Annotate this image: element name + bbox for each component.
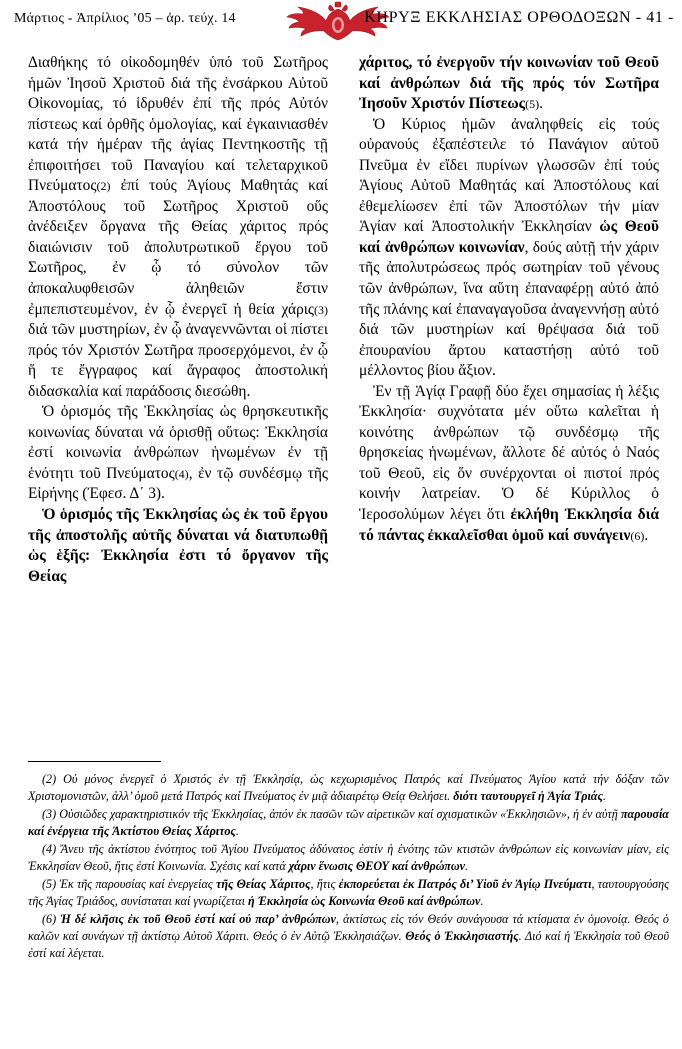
paragraph: Ὁ ὁρισμός τῆς Ἐκκλησίας ὡς θρησκευτικῆς κοινωνίας δύναται νά ὁρισθῇ οὕτως: Ἐκκλησία ἐστί κοινωνία ἀνθρώπων ἡνωμένων ἐν τῇ ἑνότητι τοῦ Πνεύματος(4), ἐν τῷ συνδέσμῳ τῆς Εἰρήνης (Ἐφεσ. Δ΄ 3). [28, 403, 328, 503]
page-header [0, 0, 682, 42]
right-text-column [359, 53, 659, 546]
footnote: (5) Ἐκ τῆς παρουσίας καί ἐνεργείας τῆς Θείας Χάριτος, ἥτις ἐκπορεύεται ἐκ Πατρός δι’ Υἱοῦ ἐν Ἁγίῳ Πνεύματι, ταυτουργούσης τῆς Ἁγίας Τριάδος, συνίσταται καί γνωρίζεται ἡ Ἐκκλησία ὡς Κοινωνία Θεοῦ καί ἀνθρώπων. [28, 876, 669, 908]
footnote: (2) Οὐ μόνος ἐνεργεῖ ὁ Χριστός ἐν τῇ Ἐκκλησίᾳ, ὡς κεχωρισμένος Πατρός καί Πνεύματος Ἁγίου κατά τήν δόξαν τῶν Χριστομονιστῶν, ἀλλ’ ὁμοῦ μετά Πατρός καί Πνεύματος ἐν μιᾷ ἀδιαιρέτῳ Θείᾳ Θελήσει. διότι ταυτουργεῖ ἡ Ἁγία Τριάς. [28, 772, 669, 804]
left-text-column [28, 53, 328, 587]
journal-title-page-number: ΚΗΡΥΞ ΕΚΚΛΗΣΙΑΣ ΟΡΘΟΔΟΞΩΝ - 41 - [364, 9, 674, 26]
paragraph: Ὁ Κύριος ἡμῶν ἀναληφθείς εἰς τούς οὐρανούς ἐξαπέστειλε τό Πανάγιον αὐτοῦ Πνεῦμα ἐν εἴδει πυρίνων γλωσσῶν ἐπί τούς Ἁγίους Αὐτοῦ Μαθητάς καί Ἀποστόλους καί ἐθεμελίωσεν ἐπί τῶν Ἀποστόλων τήν μίαν Ἁγίαν καί Ἀποστολικήν Ἐκκλησίαν ὡς Θεοῦ καί ἀνθρώπων κοινωνίαν, δούς αὐτῇ τήν χάριν τῆς ἀπολυτρώσεως πρός σωτηρίαν τοῦ γένους τῶν ἀνθρώπων, ἵνα αὕτη ἐπαναφέρῃ αὐτό ἀπό τῆς πλάνης καί ἐπαναγαγοῦσα ἀναγεννήσῃ αὐτό διά τῶν μυστηρίων καί θρέψασα διά τοῦ ἐπουρανίου ἄρτου καταστήσῃ αὐτό τοῦ μέλλοντος βίου ἄξιον. [359, 115, 659, 380]
footnote-ref: (2) [96, 179, 111, 194]
paragraph: Ἐν τῇ Ἁγίᾳ Γραφῇ δύο ἔχει σημασίας ἡ λέξις Ἐκκλησία· συχνότατα μέν οὕτω καλεῖται ἡ κοινότης ἀνθρώπων τῷ συνδέσμῳ τῆς θρησκείας ἡνωμένων, ἄλλοτε δέ αὐτός ὁ Ναός τοῦ Θεοῦ, εἰς ὅν συνέρχονται οἱ πιστοί πρός κοινήν λατρείαν. Ὁ δέ Κύριλλος ὁ Ἱεροσολύμων λέγει ὅτι ἐκλήθη Ἐκκλησία διά τό πάντας ἐκκαλεῖσθαι ὁμοῦ καί συνάγειν(6). [359, 382, 659, 544]
footnote-separator [28, 761, 161, 762]
paragraph: Διαθήκης τό οἰκοδομηθέν ὑπό τοῦ Σωτῆρος ἡμῶν Ἰησοῦ Χριστοῦ διά τῆς ἐνσάρκου Αὐτοῦ Οἰκονομίας, τό ἱδρυθέν ἐπί τῆς πρός Αὐτόν πίστεως καί ὀρθῆς ὁμολογίας, καί ἐγκαινιασθέν κατά τήν ἡμέραν τῆς ἁγίας Πεντηκοστῆς τῇ ἐπιφοιτήσει τοῦ Παναγίου καί τελεταρχικοῦ Πνεύματος(2) ἐπί τούς Ἁγίους Μαθητάς καί Ἀποστόλους τοῦ Σωτῆρος Χριστοῦ οὕς ἀνέδειξεν ὄργανα τῆς Θείας χάριτος πρός διαιώνισιν τοῦ ἀπολυτρωτικοῦ ἔργου τοῦ Σωτῆρος, ἐν ᾧ τό σύνολον τῶν ἀποκαλυφθεισῶν ἀληθειῶν ἔστιν ἐμπεπιστευμένον, ἐν ᾧ ἐνεργεῖ ἡ θεία χάρις(3) διά τῶν μυστηρίων, ἐν ᾧ ἀναγεννῶνται οἱ πίστει πρός τόν Χριστόν Σωτῆρα προσερχόμενοι, ἐν ᾧ ἥ τε ἔγγραφος καί ἄγραφος ἀποστολική διδασκαλία καί παράδοσις διεσώθη. [28, 54, 328, 400]
paragraph: Ὁ ὁρισμός τῆς Ἐκκλησίας ὡς ἐκ τοῦ ἔργου τῆς ἀποστολῆς αὐτῆς δύναται νά διατυπωθῇ ὡς ἑξῆς: Ἐκκλησία ἐστι τό ὄργανον τῆς Θείας [28, 506, 328, 585]
footnotes [28, 771, 669, 963]
footnote-ref: (6) [630, 528, 645, 543]
footnote-ref: (5) [525, 97, 540, 112]
paragraph: χάριτος, τό ἐνεργοῦν τήν κοινωνίαν τοῦ Θεοῦ καί ἀνθρώπων διά τῆς πρός τόν Σωτῆρα Ἰησοῦν Χριστόν Πίστεως(5). [359, 54, 659, 113]
footnote: (3) Οὐσιῶδες χαρακτηριστικόν τῆς Ἐκκλησίας, ἀπόν ἐκ πασῶν τῶν αἱρετικῶν καί σχισματικῶν «Ἐκκλησιῶν», ἡ ἐν αὐτῇ παρουσία καί ἐνέργεια τῆς Ἀκτίστου Θείας Χάριτος. [28, 806, 669, 839]
issue-date: Μάρτιος - Ἀπρίλιος ’05 – ἀρ. τεύχ. 14 [14, 11, 236, 26]
footnote: (4) Ἄνευ τῆς ἀκτίστου ἑνότητος τοῦ Ἁγίου Πνεύματος ἀδύνατος ἐστίν ἡ ἑνότης τῶν κτιστῶν ἀνθρώπων εἰς κοινωνίαν μίαν, εἰς Ἐκκλησίαν Θεοῦ, ἥτις ἐστί Κοινωνία. Σχέσις καί κατά χάριν ἕνωσις ΘΕΟΥ καί ἀνθρώπων. [28, 841, 669, 874]
footnote: (6) Ἡ δέ κλῆσις ἐκ τοῦ Θεοῦ ἐστί καί οὐ παρ’ ἀνθρώπων, ἀκτίστως εἰς τόν Θεόν συνάγουσα τά κτίσματα ἐν ὁμονοίᾳ. Θεός ὁ καλῶν καί συνάγων τῇ ἀκτίστῳ Αὐτοῦ Χάριτι. Θεός ὁ ἐν Αὐτῷ Ἐκκλησιάζων. Θεός ὁ Ἐκκλησιαστής. Διό καί ἡ Ἐκκλησία τοῦ Θεοῦ ἐστί καί λέγεται. [28, 911, 669, 961]
footnote-ref: (3) [314, 302, 328, 317]
footnote-ref: (4) [174, 466, 189, 481]
